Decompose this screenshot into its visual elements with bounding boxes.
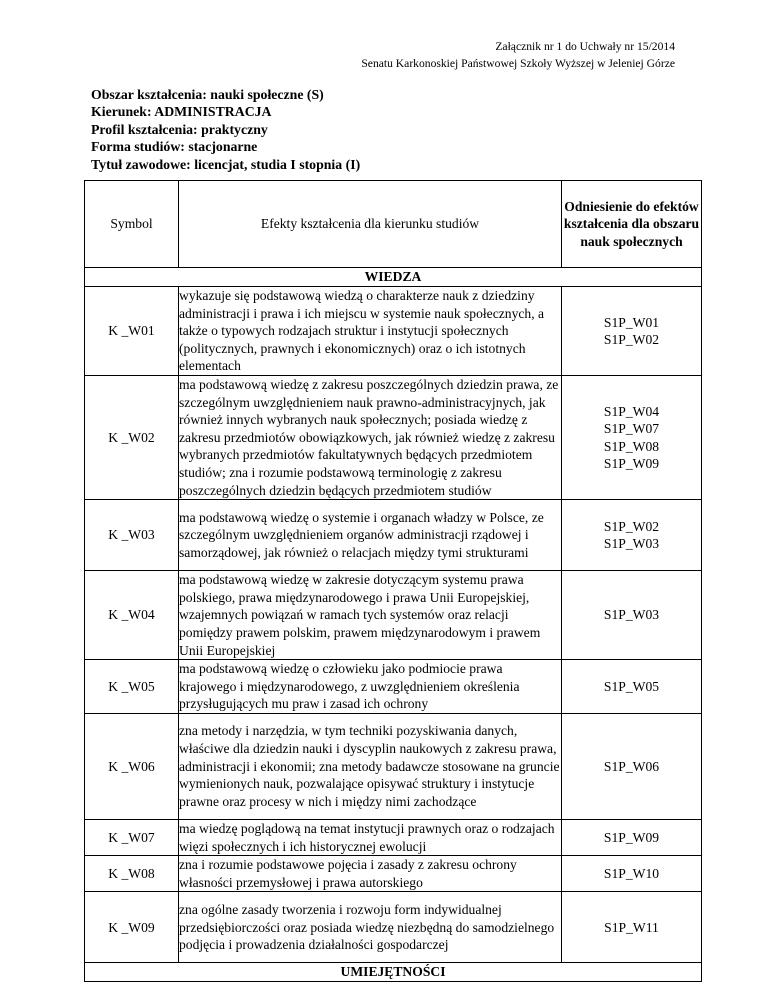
outcome-references [562, 287, 702, 376]
outcome-description: ma podstawową wiedzę o systemie i organach władzy w Polsce, ze szczególnym uwzględnieniem organów administracji rządowej i samorządowej, jak również o relacjach między tymi strukturami [179, 500, 562, 571]
outcome-references [562, 500, 702, 571]
section-title-knowledge: WIEDZA [85, 268, 702, 287]
outcome-references [562, 856, 702, 892]
learning-outcomes-table [84, 180, 702, 982]
reference-code: S1P_W09 [603, 829, 660, 845]
program-metadata [91, 86, 360, 173]
outcome-references [562, 571, 702, 660]
study-direction: Kierunek: ADMINISTRACJA [91, 104, 272, 120]
outcome-symbol: K _W08 [85, 856, 179, 892]
table-row [85, 713, 702, 819]
attachment-note-line-1: Załącznik nr 1 do Uchwały nr 15/2014 [495, 40, 675, 53]
reference-code: S1P_W02 [603, 332, 660, 347]
reference-code: S1P_W07 [603, 421, 660, 437]
section-title-skills: UMIEJĘTNOŚCI [85, 963, 702, 982]
outcome-symbol: K _W01 [85, 287, 179, 376]
table-row [85, 819, 702, 855]
table-row [85, 856, 702, 892]
table-row [85, 892, 702, 963]
outcome-references [562, 376, 702, 500]
outcome-description: ma podstawową wiedzę o człowieku jako podmiocie prawa krajowego i międzynarodowego, z uwzględnieniem określenia przysługujących mu praw i zasad ich ochrony [179, 660, 562, 714]
outcome-description: zna i rozumie podstawowe pojęcia i zasady z zakresu ochrony własności przemysłowej i prawa autorskiego [179, 856, 562, 892]
outcome-description: ma podstawową wiedzę w zakresie dotyczącym systemu prawa polskiego, prawa międzynarodowego i prawa Unii Europejskiej, wzajemnych powiązań w ramach tych systemów oraz relacji pomiędzy prawem polskim, prawem międzynarodowym i prawem Unii Europejskiej [179, 571, 562, 660]
outcome-references [562, 660, 702, 714]
reference-code: S1P_W11 [604, 919, 659, 935]
outcome-description: wykazuje się podstawową wiedzą o charakterze nauk z dziedziny administracji i prawa i ich miejscu w systemie nauk społecznych, a także o typowych rodzajach struktur i instytucji społecznych (politycznych, prawnych i ekonomicznych) oraz o ich istotnych elementach [179, 287, 562, 376]
outcome-symbol: K _W04 [85, 571, 179, 660]
reference-code: S1P_W05 [603, 678, 660, 694]
outcome-description: ma podstawową wiedzę z zakresu poszczególnych dziedzin prawa, ze szczególnym uwzględnieniem nauk prawno-administracyjnych, jak również innych wybranych nauk społecznych; posiada wiedzę z zakresu przedmiotów obowiązkowych, jak również wiedzę z zakresu wybranych przedmiotów fakultatywnych będących przedmiotem studiów; zna i rozumie podstawową terminologię z zakresu poszczególnych dziedzin będących przedmiotem studiów [179, 376, 562, 500]
outcome-description: zna ogólne zasady tworzenia i rozwoju form indywidualnej przedsiębiorczości oraz posiada wiedzę niezbędną do samodzielnego podjęcia i prowadzenia działalności gospodarczej [179, 892, 562, 963]
outcome-references [562, 713, 702, 819]
reference-code: S1P_W03 [603, 607, 660, 623]
attachment-note-line-2: Senatu Karkonoskiej Państwowej Szkoły Wyższej w Jeleniej Górze [361, 57, 675, 70]
outcome-symbol: K _W05 [85, 660, 179, 714]
column-header-effects: Efekty kształcenia dla kierunku studiów [179, 181, 562, 268]
reference-code: S1P_W10 [603, 866, 660, 882]
table-row [85, 571, 702, 660]
reference-code: S1P_W01 [603, 314, 660, 330]
reference-code: S1P_W08 [603, 438, 660, 454]
reference-code: S1P_W02 [603, 518, 660, 534]
outcome-symbol: K _W06 [85, 713, 179, 819]
reference-code: S1P_W06 [603, 758, 660, 774]
outcome-description: ma wiedzę poglądową na temat instytucji prawnych oraz o rodzajach więzi społecznych i ich historycznej ewolucji [179, 819, 562, 855]
outcome-symbol: K _W07 [85, 819, 179, 855]
attachment-note [361, 38, 675, 72]
study-form: Forma studiów: stacjonarne [91, 139, 258, 155]
outcome-symbol: K _W02 [85, 376, 179, 500]
table-row [85, 287, 702, 376]
outcome-references [562, 819, 702, 855]
education-area: Obszar kształcenia: nauki społeczne (S) [91, 87, 324, 102]
table-row [85, 660, 702, 714]
reference-code: S1P_W09 [603, 455, 660, 471]
education-profile: Profil kształcenia: praktyczny [91, 121, 268, 137]
column-header-reference: Odniesienie do efektów kształcenia dla obszaru nauk społecznych [562, 181, 702, 268]
professional-title: Tytuł zawodowe: licencjat, studia I stopnia (I) [91, 156, 361, 172]
reference-code: S1P_W04 [603, 403, 660, 419]
outcome-references [562, 892, 702, 963]
table-header-row [85, 181, 702, 268]
section-row-knowledge [85, 268, 702, 287]
section-row-skills [85, 963, 702, 982]
outcome-description: zna metody i narzędzia, w tym techniki pozyskiwania danych, właściwe dla dziedzin nauki i dyscyplin naukowych z zakresu prawa, administracji i ekonomii; zna metody badawcze stosowane na gruncie wymienionych nauk, pozwalające opisywać struktury i instytucje prawne oraz procesy w nich i między nimi zachodzące [179, 713, 562, 819]
outcome-symbol: K _W03 [85, 500, 179, 571]
outcome-symbol: K _W09 [85, 892, 179, 963]
table-row [85, 500, 702, 571]
table-row [85, 376, 702, 500]
column-header-symbol: Symbol [85, 181, 179, 268]
reference-code: S1P_W03 [603, 536, 660, 552]
